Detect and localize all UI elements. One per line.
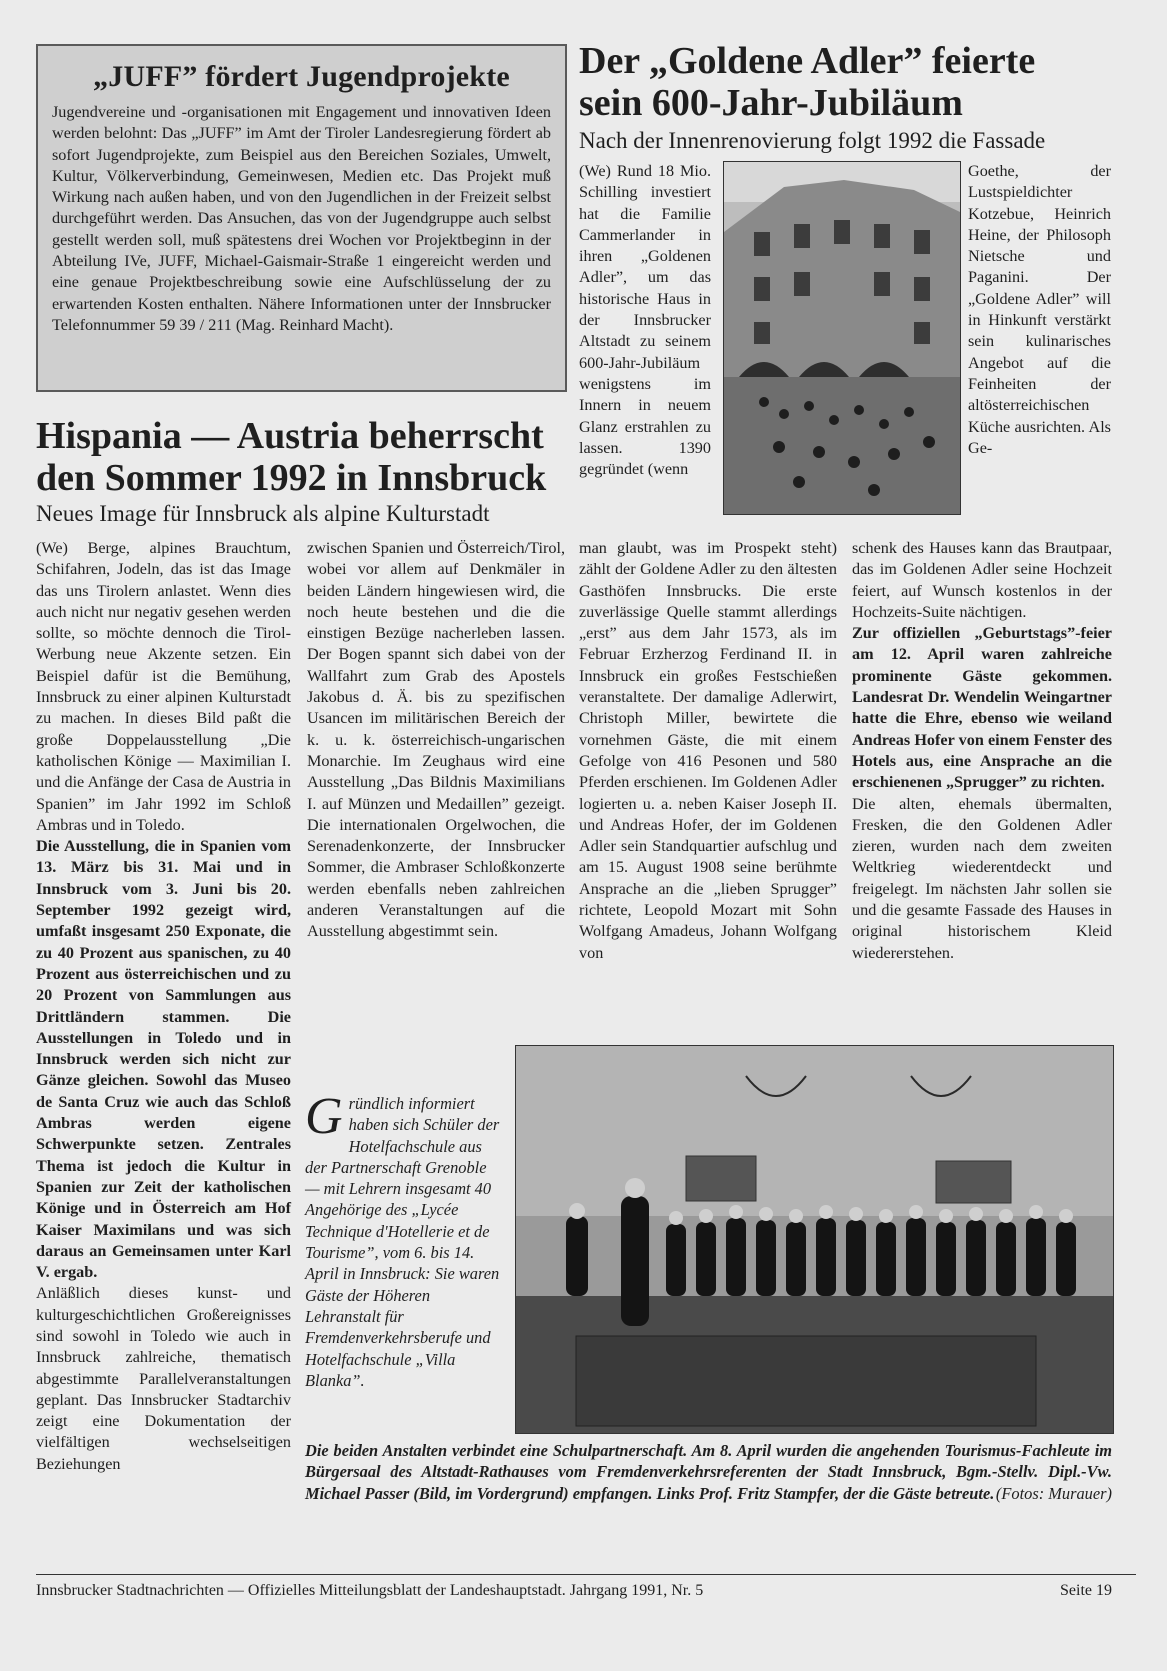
caption-bottom	[305, 1440, 1112, 1504]
adler-header	[579, 40, 1139, 154]
adler-subtitle: Nach der Innenrenovierung folgt 1992 die Fassade	[579, 128, 1046, 153]
adler-right-wrap	[968, 161, 1111, 459]
caption-bold-text: Die beiden Anstalten verbindet eine Schulpartnerschaft. Am 8. April wurden die angehenden Tourismus-Fachleute im Bürgersaal des Altstadt-Rathauses vom Fremdenverkehrsreferenten der Stadt Innsbruck, Bgm.-Stellv. Dipl.-Vw. Michael Passer (Bild, im Vordergrund) empfangen. Links Prof. Fritz Stampfer, der die Gäste betreute.	[305, 1441, 1112, 1503]
photo-credit: (Fotos: Murauer)	[995, 1483, 1112, 1503]
adler-col4-bold: Zur offiziellen „Geburtstags”-feier am 12. April waren zahlreiche prominente Gäste gekommen. Landesrat Dr. Wendelin Weingartner hatte die Ehre, ebenso wie weiland Andreas Hofer von einem Fenster des Hotels aus, eine Ansprache an die erschienenen „Sprugger” zu richten.	[852, 624, 1112, 792]
group-photo	[515, 1045, 1114, 1434]
hispania-col1	[36, 538, 291, 1475]
adler-col4-p1: schenk des Hauses kann das Brautpaar, das im Goldenen Adler seine Hochzeit feiert, auf Wunsch kostenlos in der Hochzeits-Suite nächtigen.	[852, 539, 1112, 621]
hispania-col1-p2: Anläßlich dieses kunst- und kulturgeschichtlichen Großereignisses sind sowohl in Toledo wie auch in Innsbruck zahlreiche, thematisch abgestimmte Parallelveranstaltungen geplant. Das Innsbrucker Stadtarchiv zeigt eine Dokumentation der vielfältigen wechselseitigen Beziehungen	[36, 1284, 291, 1473]
building-photo-drawing	[724, 162, 960, 514]
footer-text: Innsbrucker Stadtnachrichten — Offizielles Mitteilungsblatt der Landeshauptstadt. Jahrgang 1991, Nr. 5	[36, 1582, 704, 1599]
juff-text: Jugendvereine und -organisationen mit Engagement und innovativen Ideen werden belohnt: Das „JUFF” im Amt der Tiroler Landesregierung fördert ab sofort Jugendprojekte, zum Beispiel aus den Bereichen Soziales, Umwelt, Kultur, Völkerverbindung, Gemeinwesen, Medien etc. Das Projekt muß Wirkung nach außen haben, und von den Jugendlichen in der Freizeit selbst durchgeführt werden. Das Ansuchen, das von der Jugendgruppe auch selbst gestellt werden soll, muß spätestens drei Wochen vor Projektbeginn in der Abteilung IVe, JUFF, Michael-Gaismair-Straße 1 eingereicht werden und eine genaue Projektbeschreibung sowie eine Aufschlüsselung der zu erwartenden Kosten enthalten. Nähere Informationen unter der Innsbrucker Telefonnummer 59 39 / 211 (Mag. Reinhard Macht).	[52, 103, 551, 334]
adler-right-text: Goethe, der Lustspieldichter Kotzebue, Heinrich Heine, der Philosoph Nietsche und Paganini. Der „Goldene Adler” will in Hinkunft verstärkt sein kulinarisches Angebot auf die Feinheiten der altösterreichischen Küche ausrichten. Als Ge-	[968, 162, 1111, 457]
hispania-title-2: den Sommer 1992 in Innsbruck	[36, 457, 547, 499]
adler-left-wrap	[579, 161, 711, 480]
caption-side	[305, 1088, 501, 1391]
hispania-col2-text: zwischen Spanien und Österreich/Tirol, wobei vor allem auf Denkmäler in beiden Ländern hingewiesen wird, die noch heute bestehen und die die einstigen Bezüge nacherleben lassen. Der Bogen spannt sich dabei von der Wallfahrt zum Grab des Apostels Jakobus d. Ä. bis zu spezifischen Usancen im militärischen Bereich der k. u. k. österreichisch-ungarischen Monarchie. Im Zeughaus wird eine Ausstellung „Das Bildnis Maximilians I. auf Münzen und Medaillen” gezeigt. Die internationalen Orgelwochen, die Serenadenkonzerte, der Innsbrucker Sommer, die Ambraser Schloßkonzerte werden ebenfalls neben zahlreichen anderen Veranstaltungen auf die Ausstellung abgestimmt sein.	[307, 539, 565, 941]
juff-box	[36, 44, 567, 392]
footer-rule	[36, 1574, 1136, 1575]
hispania-subtitle: Neues Image für Innsbruck als alpine Kulturstadt	[36, 501, 490, 526]
juff-title: „JUFF” fördert Jugendprojekte	[93, 60, 510, 93]
page-number: Seite 19	[1060, 1582, 1112, 1599]
adler-col3-text: man glaubt, was im Prospekt steht) zählt der Goldene Adler zu den ältesten Gasthöfen Innsbrucks. Die erste zuverlässige Quelle stammt allerdings „erst” aus dem Jahr 1573, als im Februar Erzherzog Ferdinand II. in Innsbruck ein großes Festschießen veranstaltete. Der damalige Adlerwirt, Christoph Miller, bewirtete die vornehmen Gäste, die mit einem Gefolge von 416 Pesonen und 580 Pferden erschienen. Im Goldenen Adler logierten u. a. neben Kaiser Joseph II. und Andreas Hofer, der im Goldenen Adler sein Standquartier aufschlug und am 15. August 1908 seine berühmte Ansprache an die „lieben Sprugger” richtete, Leopold Mozart mit Sohn Wolfgang Amadeus, Johann Wolfgang von	[579, 539, 837, 962]
adler-col4	[852, 538, 1112, 964]
footer	[36, 1581, 1112, 1601]
adler-col3	[579, 538, 837, 964]
adler-title-2: sein 600-Jahr-Jubiläum	[579, 82, 963, 124]
caption-dropcap: G	[305, 1088, 343, 1145]
caption-side-text: ründlich informiert haben sich Schüler der Hotelfachschule aus der Partnerschaft Grenoble — mit Lehrern insgesamt 40 Angehörige des „Lycée Technique d'Hotellerie et de Tourisme”, vom 6. bis 14. April in Innsbruck: Sie waren Gäste der Höheren Lehranstalt für Fremdenverkehrsberufe und Hotelfachschule „Villa Blanka”.	[305, 1094, 500, 1390]
hispania-title-1: Hispania — Austria beherrscht	[36, 415, 544, 457]
adler-left-text: (We) Rund 18 Mio. Schilling investiert hat die Familie Cammerlander in ihren „Goldenen Adler”, um das historische Haus in der Innsbrucker Altstadt zu seinem 600-Jahr-Jubiläum wenigstens im Innern in neuem Glanz erstrahlen zu lassen. 1390 gegründet (wenn	[579, 162, 711, 479]
hispania-col1-p1: (We) Berge, alpines Brauchtum, Schifahren, Jodeln, das ist das Image das uns Tirolern anlastet. Wenn dies auch nicht nur negativ gesehen werden sollte, so möchte dennoch die Tirol-Werbung neue Akzente setzen. Ein Beispiel dafür ist die Bemühung, Innsbruck zu einer alpinen Kulturstadt zu machen. In dieses Bild paßt die große Doppelausstellung „Die katholischen Könige — Maximilian I. und die Anfänge der Casa de Austria in Spanien” im Jahr 1992 im Schloß Ambras und in Toledo.	[36, 539, 291, 834]
building-photo	[723, 161, 961, 515]
adler-col4-p2: Die alten, ehemals übermalten, Fresken, die den Goldenen Adler zieren, wurden nach dem zweiten Weltkrieg wiederentdeckt und freigelegt. Im nächsten Jahr sollen sie und die gesamte Fassade des Hauses in original historischem Kleid wiedererstehen.	[852, 794, 1112, 962]
hispania-col1-bold: Die Ausstellung, die in Spanien vom 13. März bis 31. Mai und in Innsbruck vom 3. Juni bis 20. September 1992 gezeigt wird, umfaßt insgesamt 250 Exponate, die zu 40 Prozent aus spanischen, zu 40 Prozent aus österreichischen und zu 20 Prozent von Sammlungen aus Drittländern stammen. Die Ausstellungen in Toledo und in Innsbruck werden sich nicht zur Gänze gleichen. Sowohl das Museo de Santa Cruz wie auch das Schloß Ambras werden eigene Schwerpunkte setzen. Zentrales Thema ist jedoch die Kultur in Spanien zur Zeit der katholischen Könige und in Österreich am Hof Kaiser Maximilans und was sich daraus an Gemeinsamen unter Karl V. ergab.	[36, 837, 291, 1282]
hispania-header	[36, 415, 566, 527]
hispania-col2	[307, 538, 565, 943]
adler-title-1: Der „Goldene Adler” feierte	[579, 40, 1036, 82]
group-photo-drawing	[516, 1046, 1113, 1433]
